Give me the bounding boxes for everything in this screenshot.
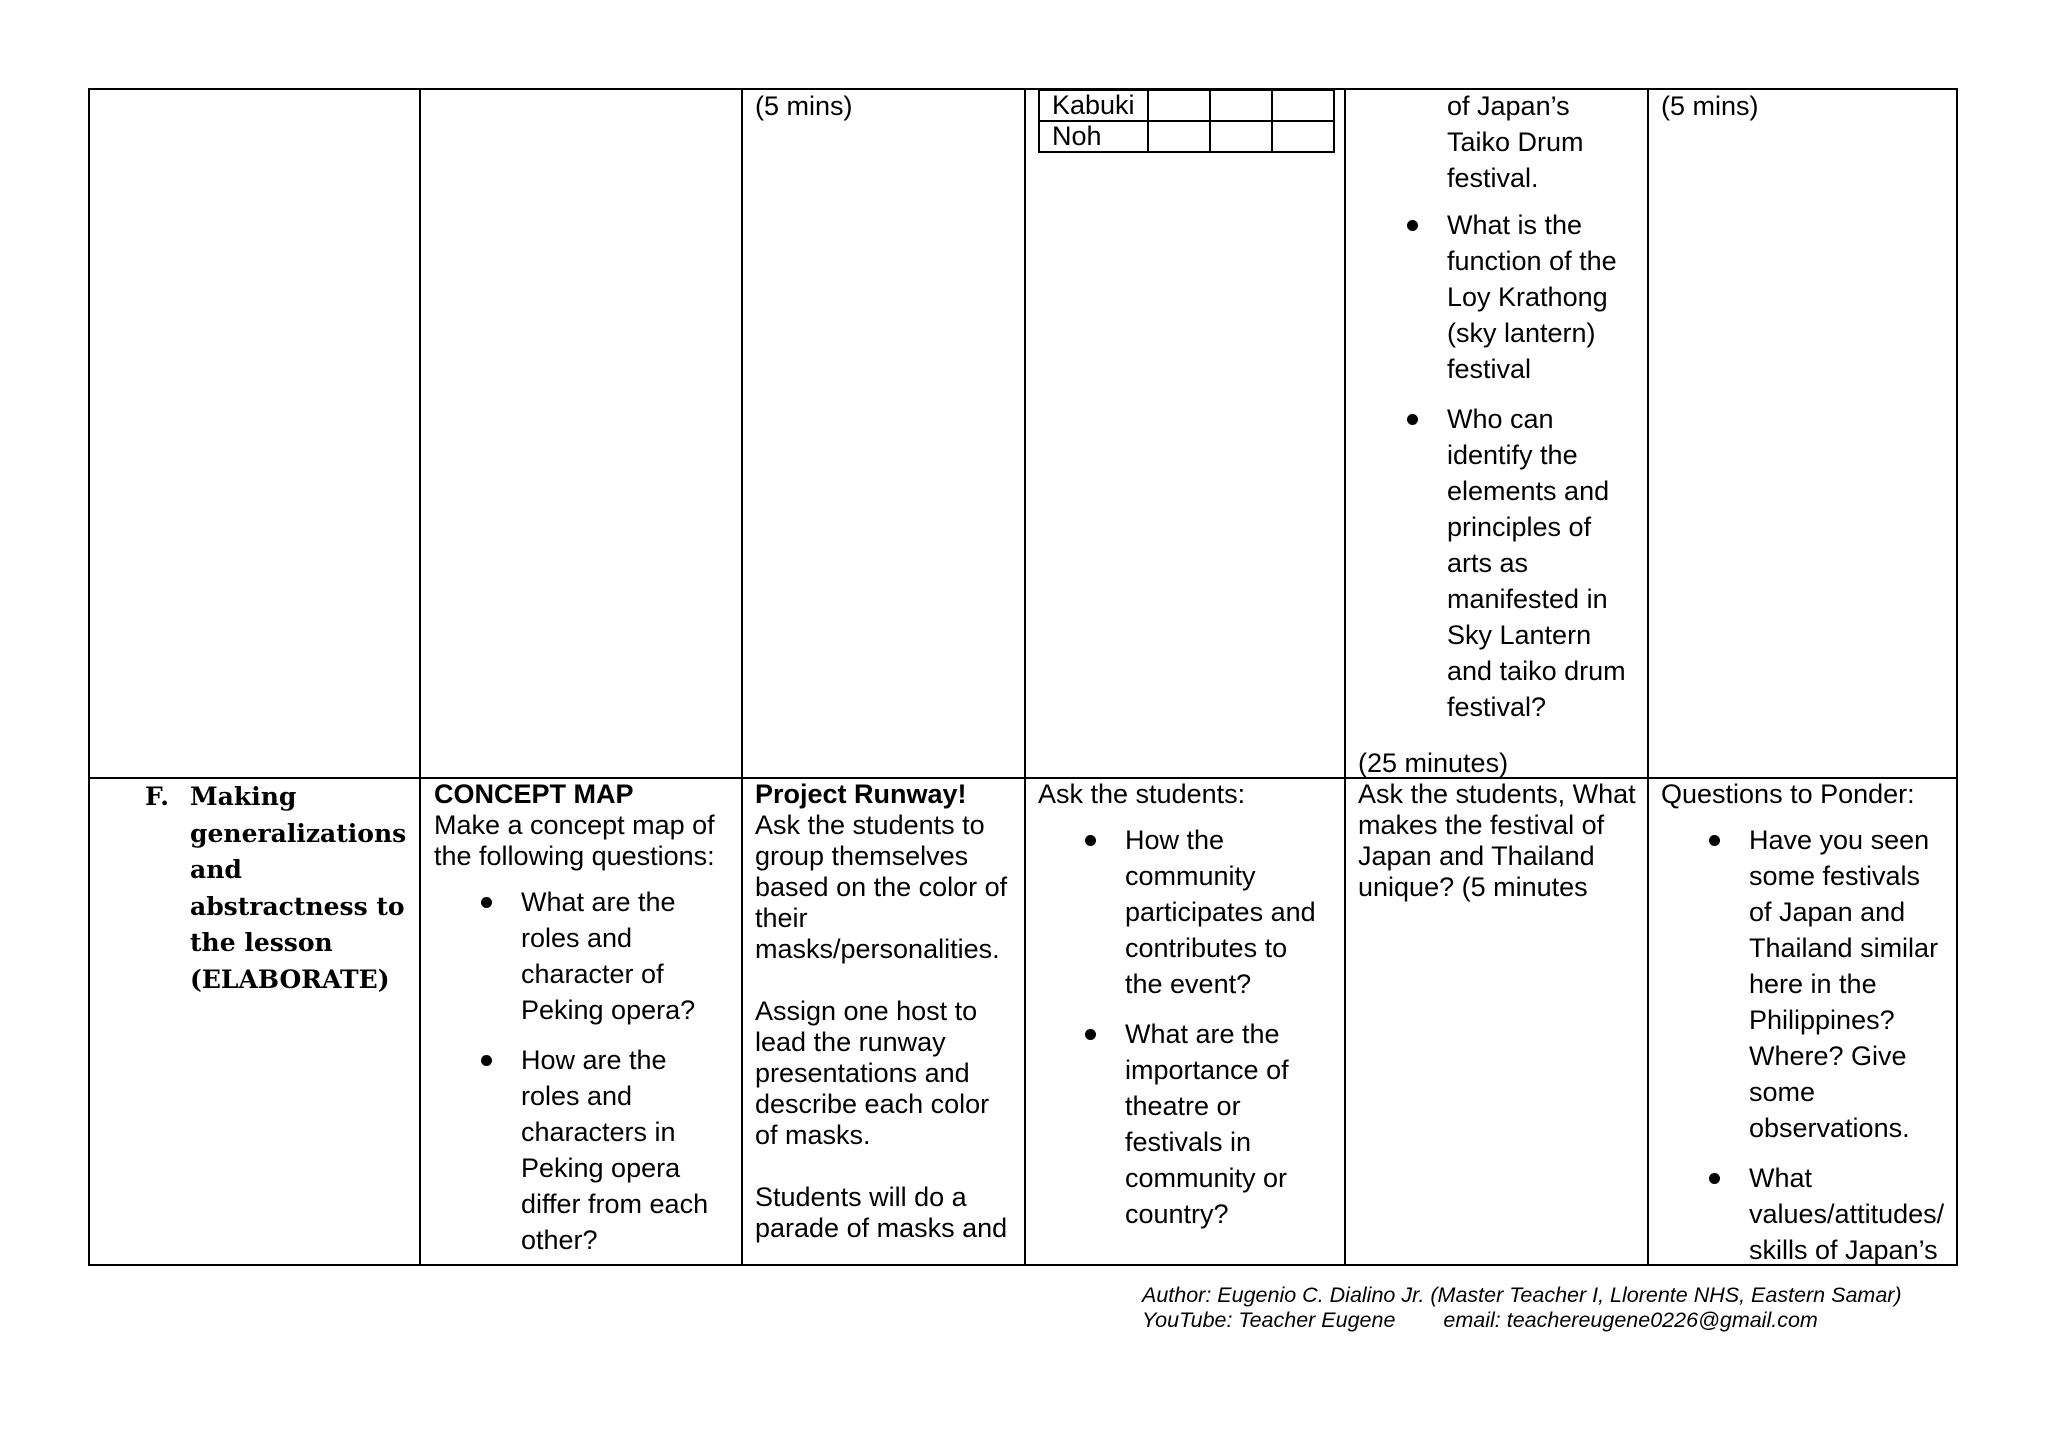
list-item: What are the importance of theatre or festivals in community or country? bbox=[1125, 1016, 1340, 1232]
bullet-icon bbox=[1407, 414, 1418, 425]
list-item: What values/attitudes/ skills of Japan’s bbox=[1749, 1160, 1954, 1268]
list-item: What are the roles and character of Peking opera? bbox=[521, 884, 731, 1028]
bullet-icon bbox=[1407, 220, 1418, 231]
list-item: How are the roles and characters in Peking opera differ from each other? bbox=[521, 1042, 731, 1258]
bullet-icon bbox=[1085, 1029, 1096, 1040]
festival-unique-cell: Ask the students, What makes the festival of Japan and Thailand unique? (5 minutes bbox=[1358, 779, 1636, 902]
page-footer bbox=[1142, 1283, 1982, 1333]
table-cell-empty bbox=[1148, 90, 1210, 121]
paragraph-gap bbox=[755, 965, 1025, 996]
bullet-icon bbox=[1709, 835, 1720, 846]
list-item: What is the function of the Loy Krathong (sky lantern) festival bbox=[1447, 207, 1647, 387]
theatre-comparison-table bbox=[1038, 89, 1335, 153]
table-bottom-border bbox=[88, 1264, 1958, 1266]
row-f-title: Making generalizations and abstractness to the lesson (ELABORATE) bbox=[190, 782, 407, 994]
concept-map-cell: CONCEPT MAP Make a concept map of the following questions: bbox=[434, 779, 734, 872]
column-divider bbox=[419, 88, 421, 1266]
table-cell-empty bbox=[1148, 121, 1210, 152]
project-runway-cell: Project Runway! Ask the students to group themselves based on the color of their masks/personalities. Assign one host to lead the runway presentations and describe each color of masks. Students will do a parade of masks and bbox=[755, 779, 1025, 1244]
bullet-icon bbox=[481, 1055, 492, 1066]
footer-author: Author: Eugenio C. Dialino Jr. (Master Teacher I, Llorente NHS, Eastern Samar) bbox=[1142, 1283, 1902, 1307]
table-left-border bbox=[88, 88, 90, 1266]
bullet-icon bbox=[481, 897, 492, 908]
footer-email: email: teachereugene0226@gmail.com bbox=[1443, 1308, 1818, 1332]
concept-map-bullets bbox=[521, 884, 731, 1258]
list-item: How the community participates and contributes to the event? bbox=[1125, 822, 1340, 1002]
ask-students-bullets bbox=[1125, 822, 1340, 1232]
ponder-bullets bbox=[1749, 822, 1954, 1268]
upper-col5-content: of Japan’s Taiko Drum festival. bbox=[1447, 91, 1584, 193]
ask-students-cell: Ask the students: bbox=[1038, 779, 1246, 809]
table-cell-empty bbox=[1272, 121, 1334, 152]
footer-contact bbox=[1142, 1308, 1982, 1333]
table-row bbox=[1039, 121, 1334, 152]
footer-youtube: YouTube: Teacher Eugene bbox=[1142, 1308, 1396, 1332]
row-f-letter: F. bbox=[145, 782, 169, 811]
table-cell-empty bbox=[1210, 121, 1272, 152]
upper-col5-time: (25 minutes) bbox=[1358, 748, 1509, 778]
table-cell-empty bbox=[1272, 90, 1334, 121]
table-cell-empty bbox=[1210, 90, 1272, 121]
bullet-icon bbox=[1085, 835, 1096, 846]
upper-col5-bullets bbox=[1447, 207, 1647, 725]
upper-col6-time: (5 mins) bbox=[1661, 91, 1759, 121]
list-item: Have you seen some festivals of Japan and Thailand similar here in the Philippines? Where? Give some observations. bbox=[1749, 822, 1954, 1146]
upper-col3-time: (5 mins) bbox=[755, 91, 853, 121]
project-runway-heading: Project Runway! bbox=[755, 779, 967, 809]
table-right-border bbox=[1956, 88, 1958, 1266]
paragraph-gap bbox=[755, 1151, 1025, 1182]
column-divider bbox=[1344, 88, 1346, 1266]
questions-to-ponder-cell: Questions to Ponder: bbox=[1661, 779, 1915, 809]
table-row bbox=[1039, 90, 1334, 121]
column-divider bbox=[1647, 88, 1649, 1266]
column-divider bbox=[741, 88, 743, 1266]
bullet-icon bbox=[1709, 1173, 1720, 1184]
list-item: Who can identify the elements and principles of arts as manifested in Sky Lantern and taiko drum festival? bbox=[1447, 401, 1647, 725]
table-cell-label: Noh bbox=[1039, 121, 1148, 152]
table-cell-label: Kabuki bbox=[1039, 90, 1148, 121]
concept-map-heading: CONCEPT MAP bbox=[434, 779, 634, 809]
